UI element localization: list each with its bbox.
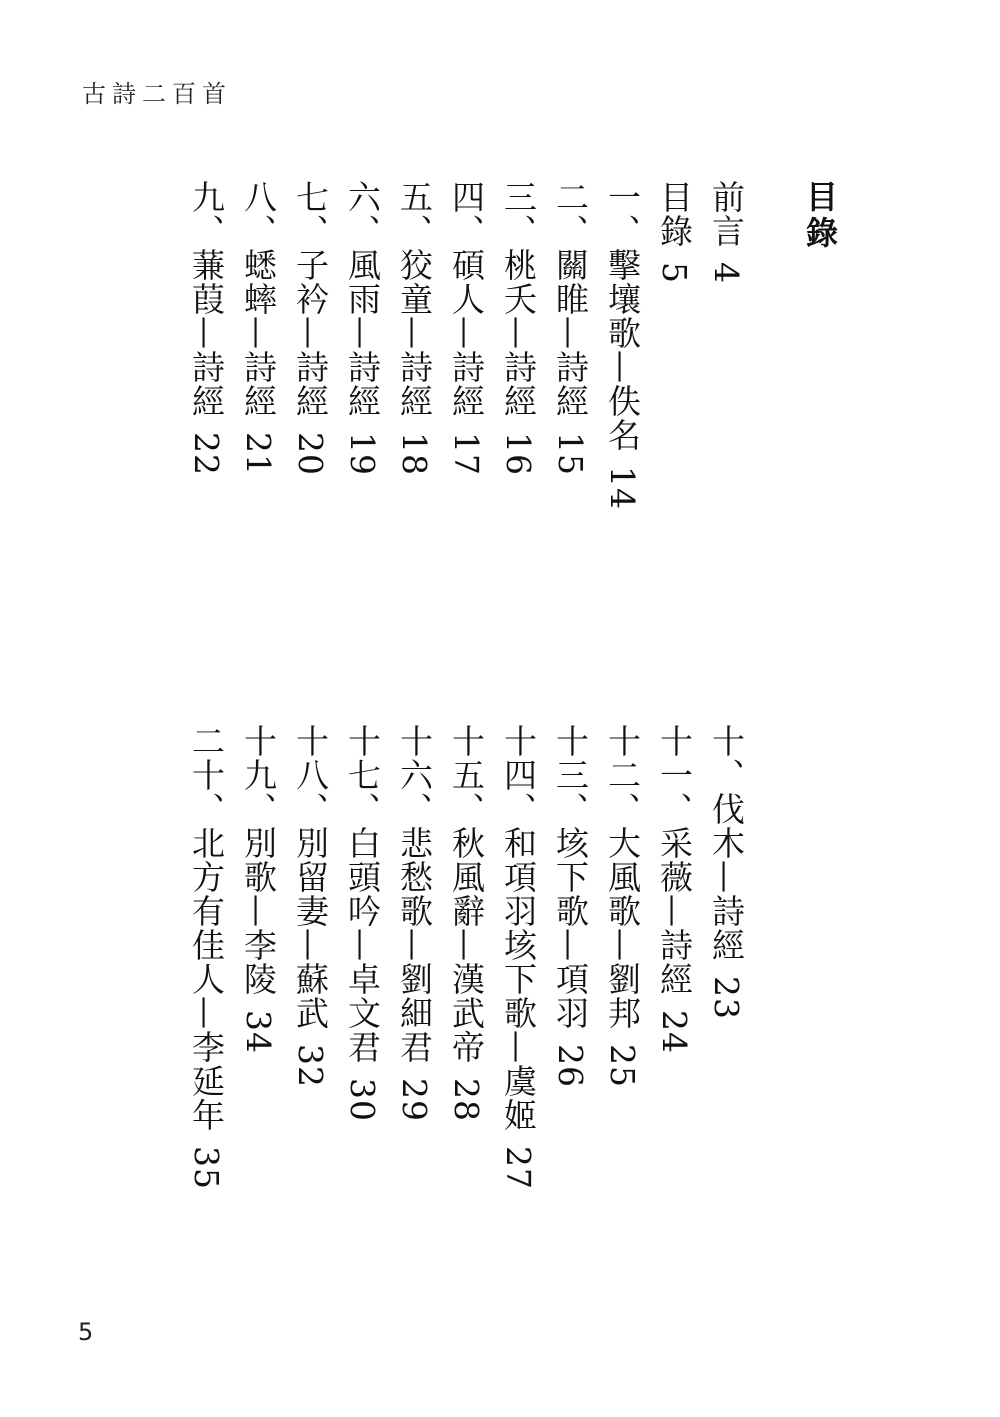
toc-entry [648, 724, 700, 1324]
toc-entry-page: 18 [395, 432, 434, 476]
toc-entry-title: 二、關睢—詩經 [551, 180, 590, 418]
toc-entry [492, 180, 544, 620]
toc-entry-page: 32 [291, 1044, 330, 1088]
toc-entry-page: 4 [707, 262, 746, 284]
toc-entry-page: 5 [655, 262, 694, 284]
toc-heading: 目錄 [801, 180, 839, 252]
toc-entry-page: 15 [551, 432, 590, 476]
toc-entry [284, 724, 336, 1324]
toc-entry-page: 16 [499, 432, 538, 476]
toc-entry-title: 十八、別留妻—蘇武 [291, 724, 330, 1030]
toc-entry [544, 724, 596, 1324]
toc-entry-title: 十五、秋風辭—漢武帝 [447, 724, 486, 1064]
toc-entry-page: 14 [603, 466, 642, 510]
toc-entry-page: 27 [499, 1146, 538, 1190]
toc-entry-page: 29 [395, 1078, 434, 1122]
toc-entry [648, 180, 700, 620]
toc-entry [596, 724, 648, 1324]
toc-entry [440, 180, 492, 620]
toc-entry-page: 19 [343, 432, 382, 476]
toc-entry [492, 724, 544, 1324]
toc-entry-page: 17 [447, 432, 486, 476]
toc-block-top [180, 180, 752, 620]
toc-entry-title: 二十、北方有佳人—李延年 [187, 724, 226, 1132]
toc-entry [596, 180, 648, 620]
toc-entry-page: 23 [707, 976, 746, 1020]
running-head: 古詩二百首 [82, 80, 232, 108]
toc-entry-page: 20 [291, 432, 330, 476]
toc-entry-title: 四、碩人—詩經 [447, 180, 486, 418]
toc-entry-title: 十四、和項羽垓下歌—虞姬 [499, 724, 538, 1132]
toc-entry [232, 180, 284, 620]
toc-entry [180, 724, 232, 1324]
toc-entry [700, 180, 752, 620]
toc-entry-title: 前言 [707, 180, 746, 248]
toc-entry-page: 25 [603, 1044, 642, 1088]
toc-entry-title: 十三、垓下歌—項羽 [551, 724, 590, 1030]
toc-entry-title: 一、擊壤歌—佚名 [603, 180, 642, 452]
toc-entry-title: 目錄 [655, 180, 694, 248]
toc-entry [700, 724, 752, 1324]
toc-entry [544, 180, 596, 620]
toc-entry-title: 十、伐木—詩經 [707, 724, 746, 962]
toc-entry-page: 34 [239, 1010, 278, 1054]
toc-entry [336, 180, 388, 620]
toc-entry-title: 五、狡童—詩經 [395, 180, 434, 418]
toc-entry-page: 24 [655, 1010, 694, 1054]
toc-entry-title: 八、蟋蟀—詩經 [239, 180, 278, 418]
toc-entry [440, 724, 492, 1324]
toc-entry [336, 724, 388, 1324]
toc-entry-page: 22 [187, 432, 226, 476]
toc-entry-title: 三、桃夭—詩經 [499, 180, 538, 418]
toc-entry-title: 十一、采薇—詩經 [655, 724, 694, 996]
toc-block-bottom [180, 724, 752, 1324]
toc-entry-page: 26 [551, 1044, 590, 1088]
toc-entry-title: 十七、白頭吟—卓文君 [343, 724, 382, 1064]
page-number: 5 [78, 1318, 94, 1346]
toc-entry-title: 六、風雨—詩經 [343, 180, 382, 418]
toc-entry-title: 七、子衿—詩經 [291, 180, 330, 418]
toc-entry-page: 35 [187, 1146, 226, 1190]
toc-entry [180, 180, 232, 620]
toc-entry [388, 724, 440, 1324]
toc-entry [284, 180, 336, 620]
toc-entry-title: 十九、別歌—李陵 [239, 724, 278, 996]
toc-entry [388, 180, 440, 620]
toc-entry-title: 十二、大風歌—劉邦 [603, 724, 642, 1030]
toc-entry [232, 724, 284, 1324]
toc-entry-page: 30 [343, 1078, 382, 1122]
toc-entry-title: 十六、悲愁歌—劉細君 [395, 724, 434, 1064]
toc-entry-page: 28 [447, 1078, 486, 1122]
toc-entry-page: 21 [239, 432, 278, 476]
toc-entry-title: 九、蒹葭—詩經 [187, 180, 226, 418]
